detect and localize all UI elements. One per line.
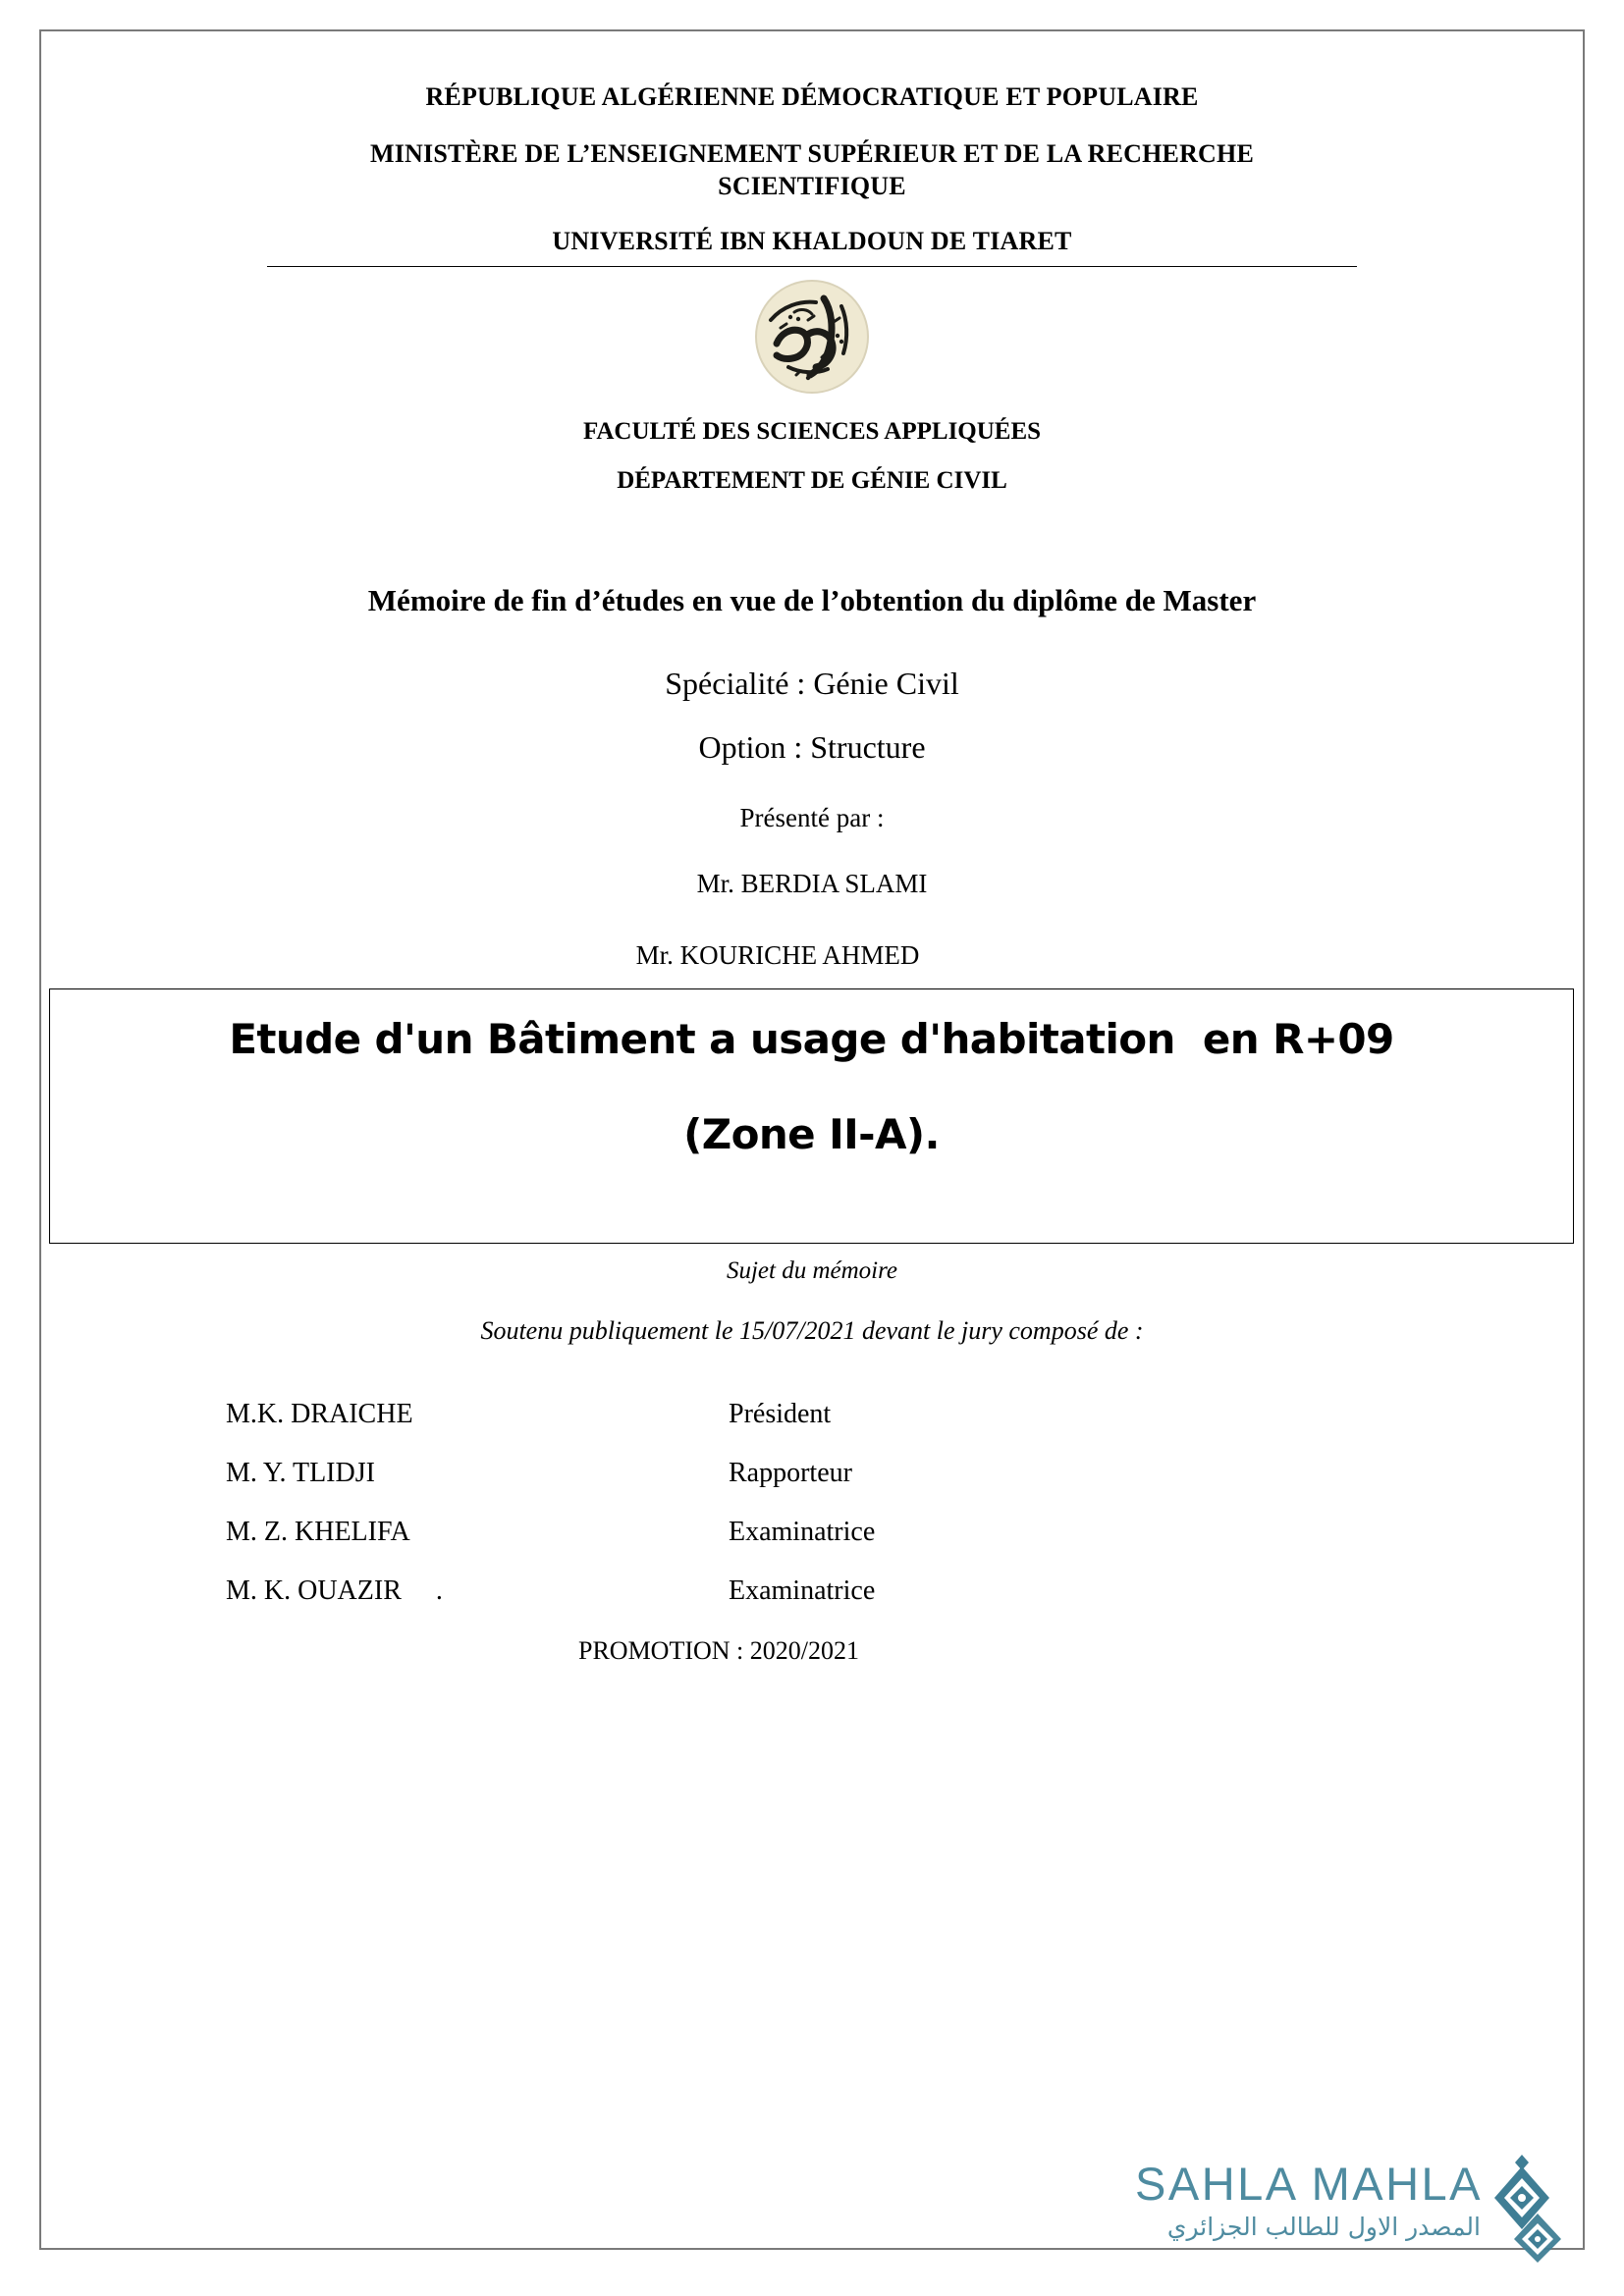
header-divider: [267, 266, 1357, 267]
option-line: Option : Structure: [698, 728, 926, 765]
jury-row: [226, 1516, 1398, 1547]
jury-member-name: M. K. OUAZIR .: [226, 1575, 443, 1606]
jury-list: [98, 1398, 1526, 1606]
jury-row: [226, 1577, 1398, 1605]
jury-row: [226, 1457, 1398, 1488]
header-ministry-line: MINISTÈRE DE L’ENSEIGNEMENT SUPÉRIEUR ET DE LA RECHERCHE SCIENTIFIQUE: [370, 139, 1254, 201]
jury-member-role: Examinatrice: [729, 1575, 876, 1606]
jury-member-name: M. Y. TLIDJI: [226, 1457, 375, 1488]
watermark-brand: SAHLA MAHLA: [1135, 2158, 1484, 2210]
jury-member-role: Examinatrice: [729, 1516, 876, 1547]
sahla-mahla-watermark: [1135, 2155, 1567, 2270]
department-line: DÉPARTEMENT DE GÉNIE CIVIL: [617, 466, 1007, 494]
watermark-text: [1135, 2158, 1484, 2241]
page-content: [39, 29, 1585, 2250]
university-logo-container: [98, 277, 1526, 404]
student-name-1: Mr. BERDIA SLAMI: [696, 868, 928, 898]
thesis-title-box: [49, 988, 1574, 1244]
presented-by-label: Présenté par :: [739, 802, 885, 832]
watermark-tagline: المصدر الاول للطالب الجزائري: [1166, 2213, 1481, 2241]
jury-member-name: M. Z. KHELIFA: [226, 1516, 410, 1547]
promotion-line: PROMOTION : 2020/2021: [577, 1635, 859, 1665]
faculty-line: FACULTÉ DES SCIENCES APPLIQUÉES: [582, 417, 1042, 445]
specialty-line: Spécialité : Génie Civil: [665, 665, 959, 701]
header-university-line: UNIVERSITÉ IBN KHALDOUN DE TIARET: [552, 226, 1072, 255]
thesis-title-line-2: (Zone II-A).: [683, 1109, 940, 1158]
defense-date-line: Soutenu publiquement le 15/07/2021 devant le jury composé de :: [480, 1315, 1144, 1345]
thesis-title-line-1: Etude d'un Bâtiment a usage d'habitation en R+09: [229, 1014, 1394, 1063]
jury-member-name: M.K. DRAICHE: [226, 1398, 413, 1429]
sahla-mahla-diamond-icon: [1477, 2155, 1567, 2263]
university-seal-icon: [747, 277, 877, 397]
sujet-caption: Sujet du mémoire: [726, 1256, 898, 1284]
student-name-2: Mr. KOURICHE AHMED: [635, 939, 920, 970]
jury-member-role: Rapporteur: [729, 1457, 852, 1488]
memoire-statement: Mémoire de fin d’études en vue de l’obtention du diplôme de Master: [367, 582, 1257, 617]
jury-row: [226, 1398, 1398, 1429]
header-republic-line: RÉPUBLIQUE ALGÉRIENNE DÉMOCRATIQUE ET POPULAIRE: [425, 82, 1199, 111]
jury-member-role: Président: [729, 1398, 832, 1429]
